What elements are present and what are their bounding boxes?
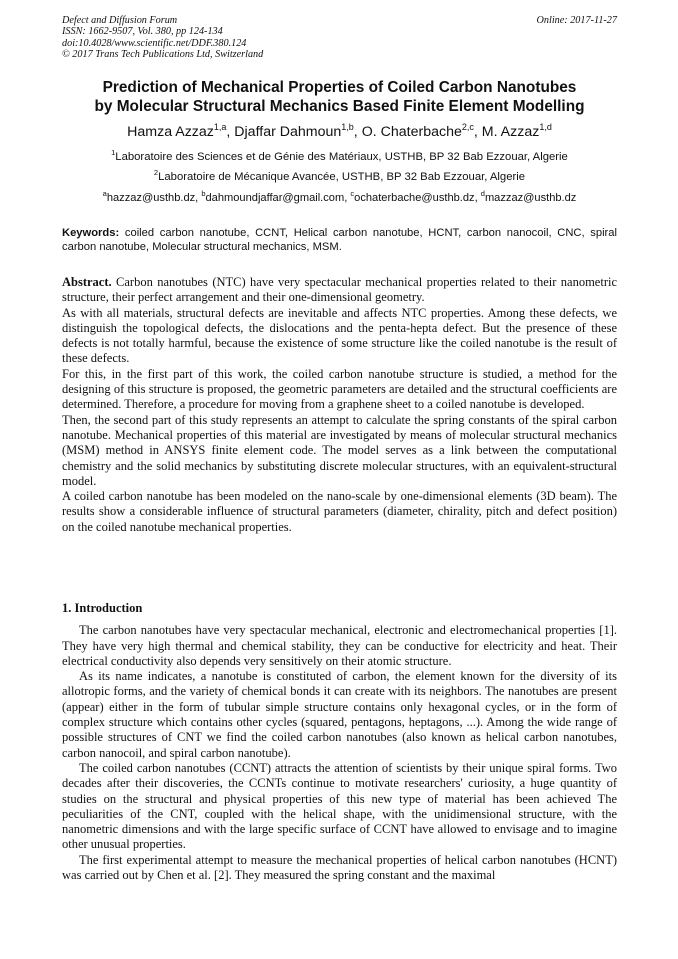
title-line-1: Prediction of Mechanical Properties of Coiled Carbon Nanotubes (102, 79, 577, 96)
section-heading: 1. Introduction (62, 601, 143, 615)
affiliation-1 (62, 150, 617, 165)
online-date: Online: 2017-11-27 (536, 15, 617, 26)
affiliation-mark: 1 (111, 148, 116, 157)
author-separator: , (473, 124, 482, 140)
author-name: Djaffar Dahmoun (234, 124, 342, 140)
email-link[interactable]: mazzaz@usthb.dz (484, 192, 577, 204)
keywords-label: Keywords: (62, 227, 120, 239)
body-paragraph: As its name indicates, a nanotube is constituted of carbon, the element known for the diversity of its allotropic forms, and the variety of chemical bonds it can create with its neighbors. The nanotubes are present (appear) either in the form of tubular simple structure contains only hexagonal cycles, or in the form of complex structure which contains other cycles (squared, pentagons, heptagons, ...). Among the wide range of possible structures of CNT we find the coiled carbon nanotubes (also known as helical carbon nanotubes, carbon nanocoil, and spiral carbon nanotube). (62, 669, 617, 760)
email-separator: , (344, 192, 351, 204)
introduction-section (62, 601, 617, 883)
author-affiliation-mark: 2,c (461, 122, 474, 132)
title-line-2: by Molecular Structural Mechanics Based Finite Element Modelling (94, 98, 585, 115)
author-affiliation-mark: 1,a (213, 122, 227, 132)
affiliation-2 (62, 170, 617, 185)
affiliation-mark: 2 (153, 168, 159, 177)
author-separator: , (226, 124, 235, 140)
abstract-paragraph: For this, in the first part of this work, the coiled carbon nanotube structure is studied, a method for the designing of this structure is proposed, the geometric parameters are detailed and the structural coefficients are determined. Therefore, a procedure for moving from a graphene sheet to a coiled nanotube is developed. (62, 366, 617, 412)
author-affiliation-mark: 1,d (539, 122, 552, 132)
keywords-text: coiled carbon nanotube, CCNT, Helical carbon nanotube, HCNT, carbon nanocoil, CNC, spiral carbon nanotube, Molecular structural mechanics, MSM. (62, 227, 617, 253)
abstract-paragraph (62, 275, 617, 306)
doi-line[interactable]: doi:10.4028/www.scientific.net/DDF.380.124 (62, 37, 247, 49)
email-list (62, 191, 617, 206)
author-name: O. Chaterbache (361, 124, 462, 140)
abstract-label: Abstract. (62, 275, 112, 289)
email-mark: b (201, 189, 206, 198)
keywords (62, 226, 617, 254)
author-affiliation-mark: 1,b (341, 122, 354, 132)
abstract-paragraph: As with all materials, structural defects are inevitable and affects NTC properties. Among these defects, we distinguish the topological defects, the dislocations and the penta-hepta defect. But the presence of these defects is not totally harmful, because the existence of some structure like the coiled nanotube is the result of these defects. (62, 305, 617, 366)
author-separator: , (353, 124, 362, 140)
body-paragraph: The first experimental attempt to measure the mechanical properties of helical carbon nanotubes (HCNT) was carried out by Chen et al. [2]. They measured the spring constant and the maximal (62, 852, 617, 883)
issn-line: ISSN: 1662-9507, Vol. 380, pp 124-134 (62, 26, 223, 38)
journal-name: Defect and Diffusion Forum (62, 15, 178, 26)
abstract-section (62, 275, 617, 535)
author-list (62, 123, 617, 142)
copyright-line: © 2017 Trans Tech Publications Ltd, Switzerland (62, 49, 264, 61)
paper-title (62, 78, 617, 116)
body-paragraph: The carbon nanotubes have very spectacular mechanical, electronic and electromechanical properties [1]. They have very high thermal and chemical stability, they can be conductive for electricity and heat. Their electrical conductivity also depends very sensitively on their atomic structure. (62, 623, 617, 668)
email-link[interactable]: ochaterbache@usthb.dz (354, 192, 475, 204)
affiliation-text: Laboratoire de Mécanique Avancée, USTHB, BP 32 Bab Ezzouar, Algerie (158, 171, 526, 183)
abstract-text: Carbon nanotubes (NTC) have very spectacular mechanical properties related to their nanometric structure, their perfect arrangement and their one-dimensional geometry. (62, 275, 617, 305)
running-header (62, 15, 617, 61)
abstract-paragraph: Then, the second part of this study represents an attempt to calculate the spring constants of the spiral carbon nanotube. Mechanical properties of this material are investigated by means of molecular structural mechanics (MSM) method in ANSYS finite element code. The model serves as a link between the computational chemistry and the solid mechanics by substituting discrete molecular structures, with an equivalent-structural model. (62, 412, 617, 488)
affiliation-text: Laboratoire des Sciences et de Génie des Matériaux, USTHB, BP 32 Bab Ezzouar, Algerie (115, 151, 568, 163)
email-mark: d (480, 189, 485, 198)
email-mark: a (102, 189, 107, 198)
email-mark: c (350, 189, 355, 198)
email-link[interactable]: hazzaz@usthb.dz (106, 192, 196, 204)
author-name: Hamza Azzaz (127, 124, 214, 140)
body-paragraph: The coiled carbon nanotubes (CCNT) attracts the attention of scientists by their unique spiral forms. Two decades after their discoveries, the CCNTs continue to motivate researchers' curiosity, a huge quantity of studies on the structural and physical properties of this new type of material has been achieved The peculiarities of the CNT, coupled with the helical shape, with the unidimensional structure, with the nanometric dimensions and with the large specific surface of CCNT have allowed to envisage and to imagine other unusual properties. (62, 760, 617, 852)
email-separator: , (195, 192, 202, 204)
email-separator: , (474, 192, 481, 204)
abstract-paragraph: A coiled carbon nanotube has been modeled on the nano-scale by one-dimensional elements (3D beam). The results show a considerable influence of structural parameters (diameter, chirality, pitch and defect position) on the coiled nanotube mechanical properties. (62, 489, 617, 534)
email-link[interactable]: dahmoundjaffar@gmail.com (205, 192, 345, 204)
author-name: M. Azzaz (481, 124, 540, 140)
